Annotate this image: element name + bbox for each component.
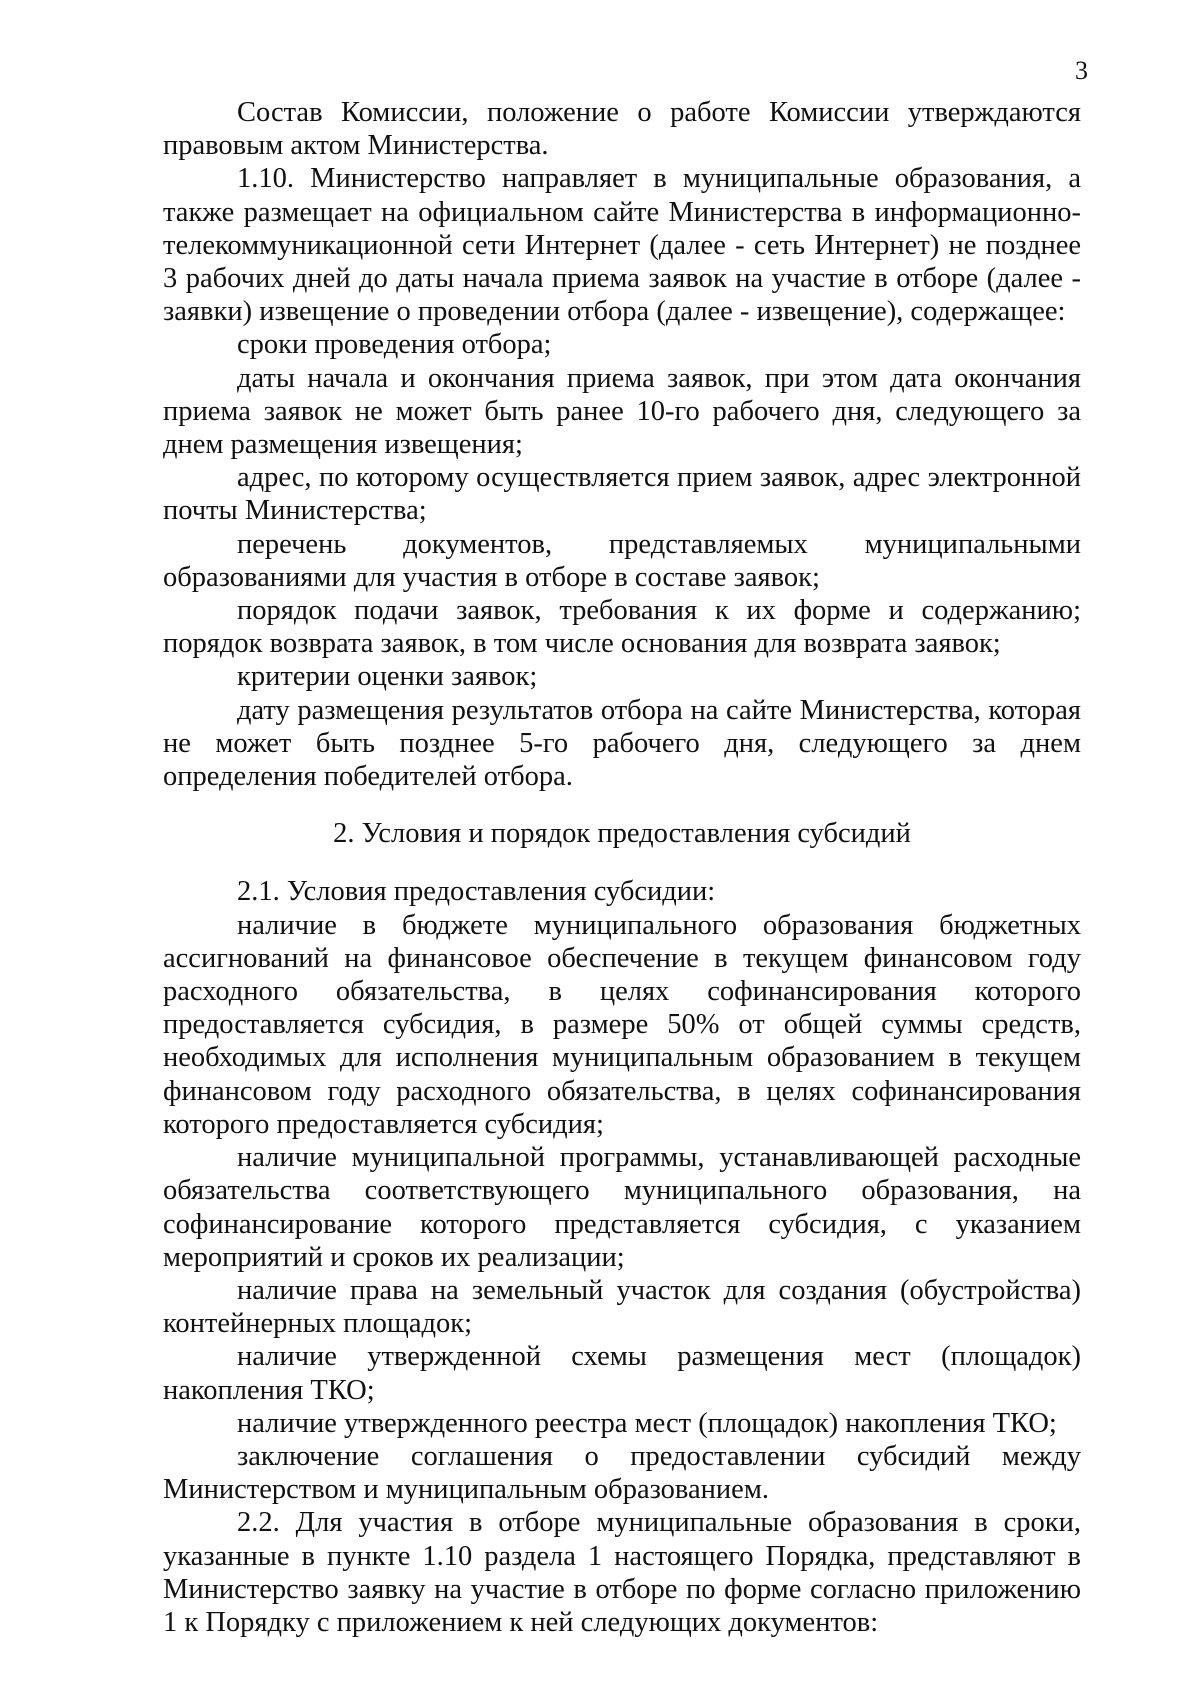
paragraph: наличие в бюджете муниципального образования бюджетных ассигнований на финансовое обеспечение в текущем финансовом году расходного обязательства, в целях софинансирования которого предоставляется субсидия, в размере 50% от общей суммы средств, необходимых для исполнения муниципальным образованием в текущем финансовом году расходного обязательства, в целях софинансирования которого предоставляется субсидия; [163,909,1081,1140]
section-heading: 2. Условия и порядок предоставления субсидий [333,818,911,850]
paragraph: 2.2. Для участия в отборе муниципальные образования в сроки, указанные в пункте 1.10 раздела 1 настоящего Порядка, представляют в Министерство заявку на участие в отборе по форме согласно приложению 1 к Порядку с приложением к ней следующих документов: [163,1507,1081,1638]
paragraph: заключение соглашения о предоставлении субсидий между Министерством и муниципальным образованием. [163,1440,1081,1506]
paragraph: 1.10. Министерство направляет в муниципальные образования, а также размещает на официальном сайте Министерства в информационно-телекоммуникационной сети Интернет (далее - сеть Интернет) не позднее 3 рабочих дней до даты начала приема заявок на участие в отборе (далее - заявки) извещение о проведении отбора (далее - извещение), содержащее: [163,163,1081,328]
page-number: 3 [1075,56,1088,85]
paragraph: сроки проведения отбора; [237,329,552,361]
paragraph: наличие муниципальной программы, устанавливающей расходные обязательства соответствующего муниципального образования, на софинансирование которого представляется субсидия, с указанием мероприятий и сроков их реализации; [163,1142,1081,1273]
paragraph: 2.1. Условия предоставления субсидии: [237,876,716,908]
paragraph: критерии оценки заявок; [237,661,538,693]
paragraph: дату размещения результатов отбора на сайте Министерства, которая не может быть позднее 5-го рабочего дня, следующего за днем определения победителей отбора. [163,694,1081,793]
paragraph: наличие утвержденной схемы размещения мест (площадок) накопления ТКО; [163,1341,1081,1406]
paragraph: Состав Комиссии, положение о работе Комиссии утверждаются правовым актом Министерства. [163,97,1081,162]
paragraph: наличие утвержденного реестра мест (площадок) накопления ТКО; [237,1407,1057,1439]
paragraph: даты начала и окончания приема заявок, при этом дата окончания приема заявок не может быть ранее 10-го рабочего дня, следующего за днем размещения извещения; [163,362,1081,461]
document-body [163,96,1081,1639]
paragraph: порядок подачи заявок, требования к их форме и содержанию; порядок возврата заявок, в том числе основания для возврата заявок; [163,595,1081,660]
paragraph: наличие права на земельный участок для создания (обустройства) контейнерных площадок; [163,1274,1081,1340]
paragraph: адрес, по которому осуществляется прием заявок, адрес электронной почты Министерства; [163,462,1081,527]
paragraph: перечень документов, представляемых муниципальными образованиями для участия в отборе в составе заявок; [163,528,1081,593]
